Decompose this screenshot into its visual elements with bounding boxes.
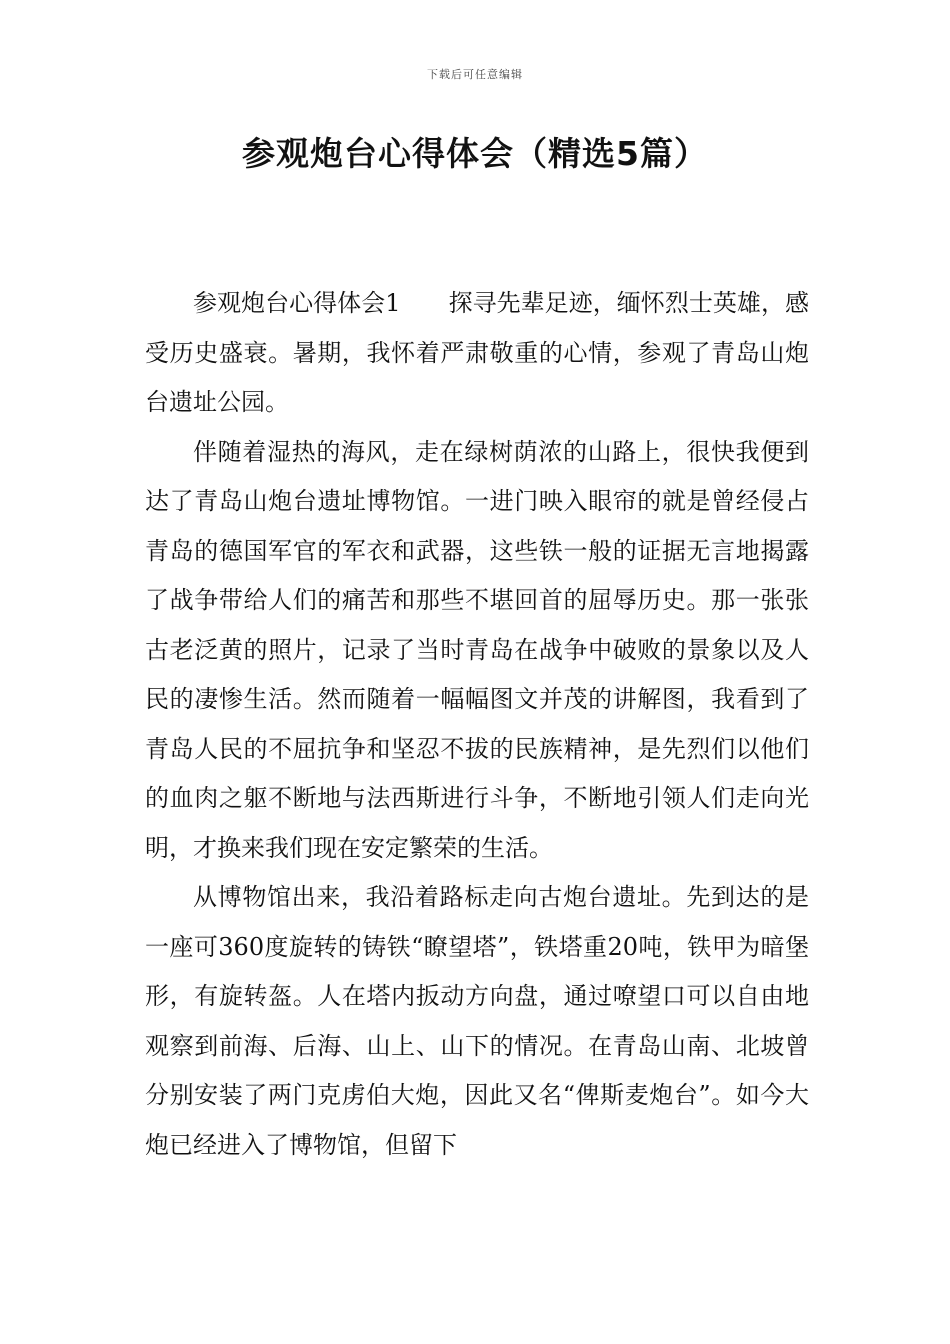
paragraph-text: 探寻先辈足迹，缅怀烈士英雄，感受历史盛衰。暑期，我怀着严肃敬重的心情，参观了青岛山炮台遗址公园。 <box>145 289 809 416</box>
paragraph-2: 伴随着湿热的海风，走在绿树荫浓的山路上，很快我便到达了青岛山炮台遗址博物馆。一进门映入眼帘的就是曾经侵占青岛的德国军官的军衣和武器，这些铁一般的证据无言地揭露了战争带给人们的痛苦和那些不堪回首的屈辱历史。那一张张古老泛黄的照片，记录了当时青岛在战争中破败的景象以及人民的凄惨生活。然而随着一幅幅图文并茂的讲解图，我看到了青岛人民的不屈抗争和坚忍不拔的民族精神，是先烈们以他们的血肉之躯不断地与法西斯进行斗争，不断地引领人们走向光明，才换来我们现在安定繁荣的生活。 <box>145 437 809 862</box>
document-title: 参观炮台心得体会（精选5篇） <box>242 134 708 173</box>
paragraph-3: 从博物馆出来，我沿着路标走向古炮台遗址。先到达的是一座可360度旋转的铸铁“瞭望塔”，铁塔重20吨，铁甲为暗堡形，有旋转盔。人在塔内扳动方向盘，通过嘹望口可以自由地观察到前海、后海、山上、山下的情况。在青岛山南、北坡曾分别安装了两门克虏伯大炮，因此又名“俾斯麦炮台”。如今大炮已经进入了博物馆，但留下 <box>145 883 809 1159</box>
section-heading: 参观炮台心得体会1 <box>193 289 401 317</box>
header-note: 下载后可任意编辑 <box>427 68 523 81</box>
document-body <box>145 279 809 1170</box>
paragraph-1 <box>145 279 809 428</box>
